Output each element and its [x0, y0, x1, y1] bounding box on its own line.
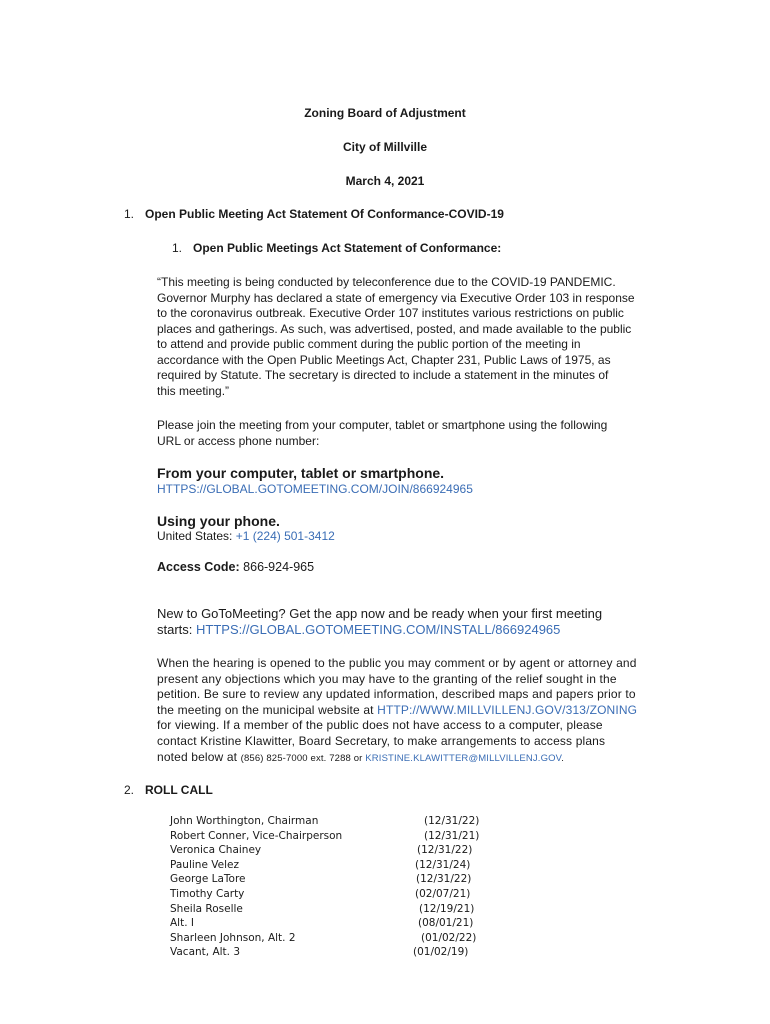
- phone-number-link[interactable]: +1 (224) 501-3412: [235, 529, 335, 543]
- term-date: (12/31/22): [424, 815, 480, 827]
- access-code-line: [157, 560, 314, 576]
- statement-line: places and gatherings. As such, was advertised, posted, and made available to the public: [157, 321, 632, 336]
- member-name: Sheila Roselle: [170, 902, 243, 915]
- roster-row: [170, 932, 490, 947]
- hearing-line: [157, 703, 657, 719]
- computer-heading: From your computer, tablet or smartphone.: [157, 465, 445, 481]
- member-name: Alt. I: [170, 917, 194, 930]
- roster-row: [170, 830, 490, 845]
- hearing-text: noted below at: [157, 749, 241, 764]
- new-user-line: New to GoToMeeting? Get the app now and be ready when your first meeting: [157, 606, 603, 621]
- access-code-value: 866-924-965: [239, 560, 315, 574]
- roster-row: [170, 888, 490, 903]
- statement-line: Governor Murphy has declared a state of emergency via Executive Order 103 in response: [157, 290, 635, 305]
- term-date: (01/02/22): [421, 931, 477, 944]
- member-name: John Worthington, Chairman: [170, 815, 319, 827]
- secretary-phone: (856) 825-7000 ext. 7288 or: [240, 752, 366, 764]
- term-date: (12/31/21): [424, 829, 480, 842]
- member-name: Vacant, Alt. 3: [170, 946, 241, 959]
- roster-row: [170, 859, 490, 874]
- term-date: (08/01/21): [418, 917, 474, 930]
- roster-row: [170, 844, 490, 859]
- hearing-paragraph: [157, 656, 657, 766]
- statement-line: to attend and provide public comment during the public portion of the meeting in: [157, 337, 581, 351]
- roster-row: [170, 815, 490, 830]
- join-instructions: [157, 418, 657, 449]
- statement-line: accordance with the Open Public Meetings Act, Chapter 231, Public Laws of 1975, as: [157, 352, 611, 367]
- subsection-title: Open Public Meetings Act Statement of Conformance:: [193, 241, 502, 255]
- hearing-line: contact Kristine Klawitter, Board Secretary, to make arrangements to access plans: [157, 733, 606, 748]
- term-date: (12/31/22): [417, 844, 473, 857]
- phone-heading: Using your phone.: [157, 513, 280, 529]
- roster-row: [170, 917, 490, 932]
- statement-line: this meeting.”: [157, 383, 230, 398]
- access-code-label: Access Code:: [157, 560, 240, 574]
- term-date: (12/31/24): [415, 858, 471, 871]
- member-name: Timothy Carty: [170, 887, 245, 900]
- hearing-line: [157, 750, 657, 767]
- statement-line: to the coronavirus outbreak. Executive Order 107 institutes various restrictions on public: [157, 306, 624, 320]
- hearing-line: for viewing. If a member of the public does not have access to a computer, please: [157, 718, 603, 733]
- roll-call-list: [170, 815, 490, 961]
- statement-line: required by Statute. The secretary is directed to include a statement in the minutes of: [157, 368, 609, 382]
- member-name: Sharleen Johnson, Alt. 2: [170, 931, 296, 944]
- roster-row: [170, 946, 490, 961]
- meeting-date: March 4, 2021: [345, 174, 425, 188]
- term-date: (01/02/19): [413, 946, 469, 959]
- section-1-title: Open Public Meeting Act Statement Of Conformance-COVID-19: [145, 207, 504, 221]
- city-name: City of Millville: [342, 140, 427, 154]
- section-2-title: ROLL CALL: [145, 783, 213, 797]
- phone-line: [157, 529, 335, 545]
- subsection-number: 1.: [172, 241, 183, 255]
- hearing-line: petition. Be sure to review any updated information, described maps and papers prior to: [157, 687, 636, 702]
- hearing-line: present any objections which you may have to the granting of the relief sought in the: [157, 671, 617, 686]
- member-name: Pauline Velez: [170, 858, 239, 871]
- roster-row: [170, 903, 490, 918]
- covid-statement: [157, 275, 657, 399]
- term-date: (12/19/21): [419, 902, 475, 915]
- member-name: George LaTore: [170, 873, 246, 886]
- join-line: URL or access phone number:: [157, 433, 320, 448]
- join-line: Please join the meeting from your computer, tablet or smartphone using the following: [157, 418, 608, 432]
- member-name: Veronica Chainey: [170, 844, 262, 857]
- document-title: Zoning Board of Adjustment: [304, 106, 466, 120]
- term-date: (12/31/22): [416, 873, 472, 886]
- member-name: Robert Conner, Vice-Chairperson: [170, 829, 343, 842]
- municipal-url-link[interactable]: HTTP://WWW.MILLVILLENJ.GOV/313/ZONING: [377, 702, 638, 717]
- term-date: (02/07/21): [415, 887, 471, 900]
- phone-label: United States:: [157, 529, 236, 543]
- secretary-email-link[interactable]: KRISTINE.KLAWITTER@MILLVILLENJ.GOV: [365, 752, 562, 764]
- install-line: [157, 622, 602, 638]
- section-1-number: 1.: [124, 207, 135, 221]
- hearing-text: the meeting on the municipal website at: [157, 702, 378, 717]
- statement-line: “This meeting is being conducted by teleconference due to the COVID-19 PANDEMIC.: [157, 275, 616, 289]
- install-url-link[interactable]: HTTPS://GLOBAL.GOTOMEETING.COM/INSTALL/866924965: [196, 622, 561, 637]
- roster-row: [170, 873, 490, 888]
- join-url-link[interactable]: HTTPS://GLOBAL.GOTOMEETING.COM/JOIN/866924965: [157, 482, 473, 496]
- hearing-line: When the hearing is opened to the public you may comment or by agent or attorney and: [157, 656, 637, 670]
- new-user-text: [157, 606, 602, 638]
- starts-label: starts:: [157, 622, 197, 637]
- email-period: .: [561, 752, 565, 764]
- section-2-number: 2.: [124, 783, 135, 797]
